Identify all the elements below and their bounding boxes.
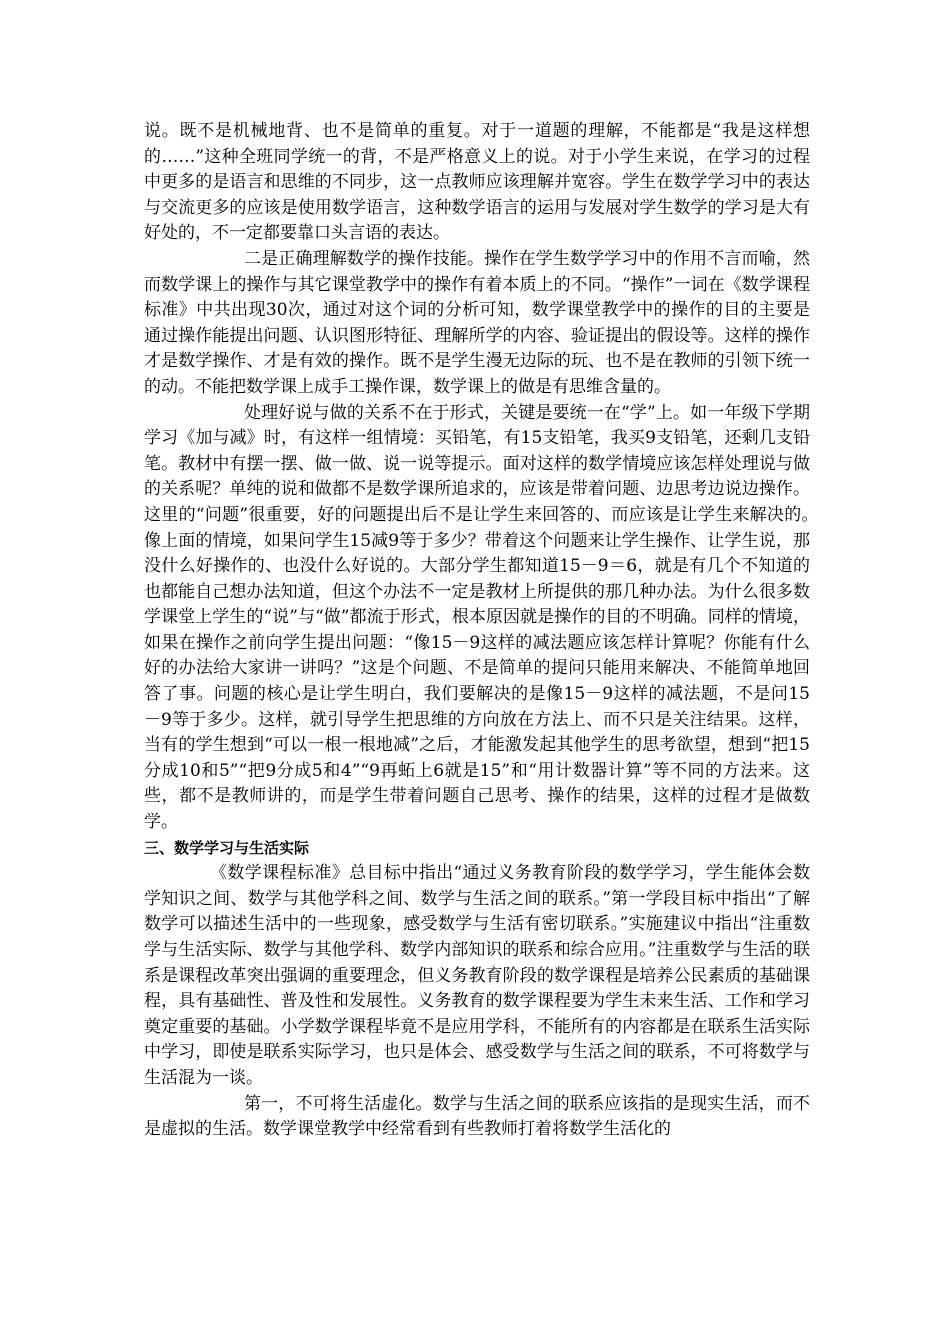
paragraph-3: 处理好说与做的关系不在于形式，关键是要统一在“学”上。如一年级下学期学习《加与减》时，有这样一组情境：买铅笔，有15支铅笔，我买9支铅笔，还剩几支铅笔。教材中有摆一摆、做一做、说一说等提示。面对这样的数学情境应该怎样处理说与做的关系呢？单纯的说和做都不是数学课所追求的，应该是带着问题、边思考边说边操作。这里的“问题”很重要，好的问题提出后不是让学生来回答的、而应该是让学生来解决的。 像上面的情境，如果问学生15减9等于多少？带着这个问题来让学生操作、让学生说，那没什么好操作的、也没什么好说的。大部分学生都知道15－9＝6，就是有几个不知道的也都能自己想办法知道，但这个办法不一定是教材上所提供的那几种办法。为什么很多数学课堂上学生的“说”与“做”都流于形式，根本原因就是操作的目的不明确。同样的情境，如果在操作之前向学生提出问题：“像15－9这样的减法题应该怎样计算呢？你能有什么好的办法给大家讲一讲吗？”这是个问题、不是简单的提问只能用来解决、不能简单地回答了事。问题的核心是让学生明白，我们要解决的是像15－9这样的减法题，不是问15－9等于多少。这样，就引导学生把思维的方向放在方法上、而不只是关注结果。这样，当有的学生想到“可以一根一根地减”之后，才能激发起其他学生的思考欲望，想到“把15分成10和5”“把9分成5和4”“9再䖨上6就是15”和“用计数器计算”等不同的方法来。这些，都不是教师讲的，而是学生带着问题自己思考、操作的结果，这样的过程才是做数学。 — [144, 402, 861, 833]
section-paragraph-2: 第一，不可将生活虚化。数学与生活之间的联系应该指的是现实生活，而不是虚拟的生活。数学课堂教学中经常看到有些教师打着将数学生活化的 — [144, 1093, 810, 1140]
section-paragraph-1: 《数学课程标准》总目标中指出“通过义务教育阶段的数学学习，学生能体会数学知识之间、数学与其他学科之间、数学与生活之间的联系。”第一学段目标中指出“了解数学可以描述生活中的一些现象，感受数学与生活有密切联系。”实施建议中指出“注重数学与生活实际、数学与其他学科、数学内部知识的联系和综合应用。”注重数学与生活的联系是课程改革突出强调的重要理念，但义务教育阶段的数学课程是培养公民素质的基础课程，具有基础性、普及性和发展性。义务教育的数学课程要为学生未来生活、工作和学习奠定重要的基础。小学数学课程毕竟不是应用学科，不能所有的内容都是在联系生活实际中学习，即使是联系实际学习，也只是体会、感受数学与生活之间的联系，不可将数学与生活混为一谈。 — [144, 863, 810, 1088]
paragraph-2: 二是正确理解数学的操作技能。操作在学生数学学习中的作用不言而喻，然而数学课上的操作与其它课堂教学中的操作有着本质上的不同。“操作”一词在《数学课程标准》中共出现30次，通过对这个词的分析可知，数学课堂教学中的操作的目的主要是通过操作能提出问题、认识图形特征、理解所学的内容、验证提出的假设等。这样的操作才是数学操作、才是有效的操作。既不是学生漫无边际的玩、也不是在教师的引领下统一的动。不能把数学课上成手工操作课，数学课上的做是有思维含量的。 — [144, 248, 810, 397]
section-heading: 三、数学学习与生活实际 — [144, 838, 310, 857]
document-body — [144, 119, 861, 1143]
paragraph-1: 说。既不是机械地背、也不是简单的重复。对于一道题的理解，不能都是“我是这样想的……”这种全班同学统一的背，不是严格意义上的说。对于小学生来说，在学习的过程中更多的是语言和思维的不同步，这一点教师应该理解并宽容。学生在数学学习中的表达与交流更多的应该是使用数学语言，这种数学语言的运用与发展对学生数学的学习是大有好处的，不一定都要靠口头言语的表达。 — [144, 121, 810, 244]
